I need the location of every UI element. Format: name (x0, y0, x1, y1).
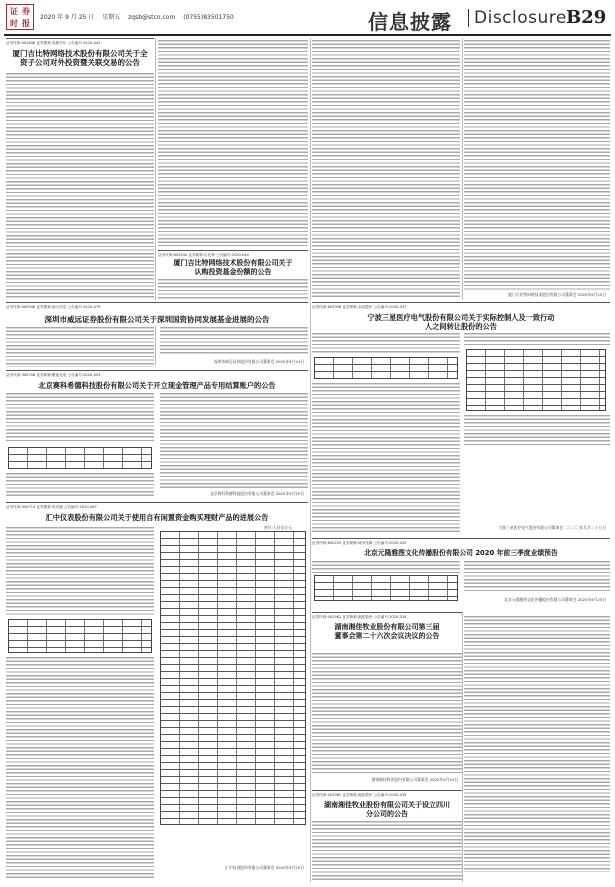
announcement-body (464, 415, 610, 445)
announcement (6, 370, 308, 500)
issue-meta (40, 12, 240, 21)
announcement-body (6, 73, 154, 299)
logo-char: 券 (22, 6, 30, 16)
announcement-body (6, 393, 154, 443)
announcement (158, 250, 308, 300)
announcement-title: 厦门吉比特网络技术股份有限公司关于认购投资基金份额的公告 (173, 259, 293, 276)
announcement-body (312, 653, 462, 775)
announcement-signature: 深圳市威远证券股份有限公司董事会 2020年9月24日 (213, 359, 304, 364)
announcement-title: 湖南湘佳牧业股份有限公司关于设立四川分公司的公告 (324, 801, 450, 818)
announcement-title: 厦门吉比特网络技术股份有限公司关于全资子公司对外投资暨关联交易的公告 (12, 49, 148, 67)
contact-email: zqsb@stcn.com (128, 14, 176, 21)
announcement-title: 湖南湘佳牧业股份有限公司第三届董事会第二十六次会议决议的公告 (334, 623, 440, 640)
announcement-body (6, 527, 154, 615)
announcement-table (314, 357, 458, 379)
announcement-body (312, 383, 460, 533)
announcement-codes: 证券代码:600229 证券简称:城市传媒 公告编号:2020-025 (312, 541, 407, 545)
contact-phone: (0755)83501750 (183, 14, 234, 21)
announcement-body (464, 40, 610, 290)
section-title-en: Disclosure (474, 8, 567, 28)
announcement-codes: 证券代码:603396 证券简称:金辰股份 公告编号:2020-037 (312, 305, 407, 309)
announcement-table (8, 447, 152, 469)
announcement-body (6, 657, 154, 879)
logo-char: 报 (22, 18, 30, 28)
announcement-title: 汇中仪表股份有限公司关于使用自有闲置资金购买理财产品的进展公告 (45, 513, 269, 522)
announcement (464, 38, 610, 300)
announcement-codes: 证券代码:002982 证券简称:湘佳股份 公告编号:2020-034 (312, 615, 407, 619)
announcement-codes: 证券代码:002982 证券简称:湘佳股份 公告编号:2020-035 (312, 793, 407, 797)
announcement-body (6, 473, 154, 497)
announcement (6, 502, 308, 880)
announcement-codes: 证券代码:002848 证券简称:高斯贝尔 公告编号:2020-043 (6, 41, 101, 45)
announcement-body (312, 561, 460, 573)
announcement (6, 302, 308, 368)
header-rule (4, 34, 611, 36)
announcement-title: 深圳市威远证券股份有限公司关于深圳国资协同发展基金进展的公告 (44, 315, 270, 324)
table-caption: 单位:人民币万元 (264, 525, 292, 530)
column-rule (155, 38, 156, 300)
announcement-body (312, 40, 460, 298)
announcement-codes: 证券代码:603444 证券简称:吉比特 公告编号:2020-044 (158, 253, 249, 257)
announcement-title: 北京赛科希德科技股份有限公司关于开立现金管理产品专用结算账户的公告 (38, 381, 276, 390)
announcement-signature: 厦门吉比特网络技术股份有限公司董事会 2020年9月25日 (508, 292, 606, 297)
announcement (312, 302, 610, 536)
announcement-body (464, 333, 610, 345)
issue-weekday: 星期五 (102, 14, 121, 21)
announcement-signature: 湖南湘佳牧业股份有限公司董事会 2020年9月24日 (371, 777, 458, 782)
announcement (6, 38, 154, 300)
announcement (312, 612, 462, 788)
column-rule (310, 38, 311, 300)
announcement-body (160, 327, 308, 355)
announcement-signature: 宁波三星医疗电气股份有限公司董事会 二〇二〇年九月二十五日 (498, 525, 606, 530)
logo-char: 时 (10, 18, 18, 28)
masthead (0, 0, 615, 36)
column-rule (310, 302, 311, 882)
column-rule (462, 38, 463, 300)
announcement-body (158, 40, 308, 246)
announcement-title: 北京元隆雅图文化传播股份有限公司 2020 年前三季度业绩预告 (364, 549, 558, 557)
announcement-signature: 北京赛科希德科技股份有限公司董事会 2020年9月25日 (209, 491, 304, 496)
announcement-table (314, 575, 458, 601)
section-title-cn: 信息披露 (368, 10, 452, 34)
announcement-table (466, 349, 606, 411)
announcement-title: 宁波三星医疗电气股份有限公司关于实际控制人及一致行动人之间转让股份的公告 (367, 313, 555, 331)
page-number: B29 (566, 7, 607, 28)
announcement-signature: 北京元隆雅图文化传播股份有限公司董事会 2020年9月25日 (504, 597, 606, 602)
column-rule (155, 326, 156, 366)
section-divider (468, 9, 469, 27)
announcement-table (8, 619, 152, 653)
announcement-body (312, 821, 462, 882)
announcement (312, 38, 460, 300)
announcement-body (312, 333, 460, 353)
announcement-continuation (464, 612, 610, 882)
announcement-body (158, 279, 308, 300)
announcement-table (160, 531, 306, 825)
announcement-body (6, 327, 154, 367)
announcement-continuation (158, 38, 308, 248)
announcement-codes: 证券代码:300713 证券简称:英可瑞 公告编号:2020-067 (6, 505, 97, 509)
announcement (312, 538, 610, 610)
announcement-codes: 证券代码:000948 证券简称:南天信息 公告编号:2020-079 (6, 305, 101, 309)
logo-char: 证 (10, 6, 18, 16)
announcement-body (160, 393, 308, 489)
newspaper-logo (6, 4, 34, 30)
column-rule (462, 612, 463, 882)
issue-date: 2020 年 9 月 25 日 (40, 14, 95, 21)
announcement-body (464, 561, 610, 593)
announcement-codes: 证券代码:300708 证券简称:聚灿光电 公告编号:2020-053 (6, 373, 101, 377)
announcement (312, 790, 462, 882)
announcement-signature: 汇中仪表股份有限公司董事会 2020年9月25日 (225, 865, 304, 870)
announcement-body (464, 616, 610, 872)
